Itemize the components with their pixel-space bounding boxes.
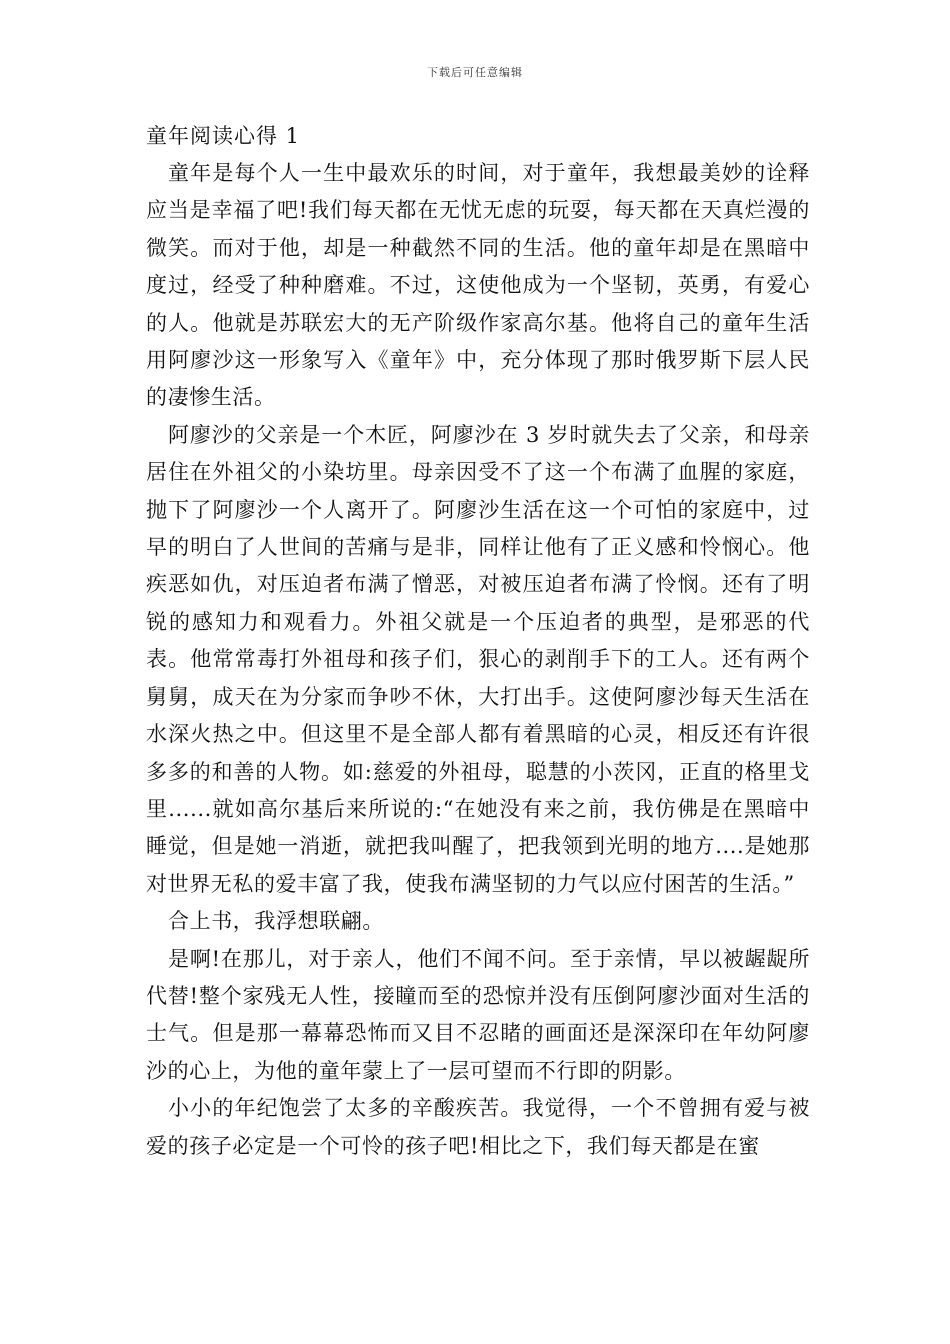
page-header-note: 下载后可任意编辑 [427,66,523,79]
paragraph-alyosha-family: 阿廖沙的父亲是一个木匠，阿廖沙在 3 岁时就失去了父亲，和母亲居住在外祖父的小染坊里。母亲因受不了这一个布满了血腥的家庭，抛下了阿廖沙一个人离开了。阿廖沙生活在这一个可怕的家庭中，过早的明白了人世间的苦痛与是非，同样让他有了正义感和怜悯心。他疾恶如仇，对压迫者布满了憎恶，对被压迫者布满了怜悯。还有了明锐的感知力和观看力。外祖父就是一个压迫者的典型，是邪恶的代表。他常常毒打外祖母和孩子们，狠心的剥削手下的工人。还有两个舅舅，成天在为分家而争吵不休，大打出手。这使阿廖沙每天生活在水深火热之中。但这里不是全部人都有着黑暗的心灵，相反还有许很多多的和善的人物。如:慈爱的外祖母，聪慧的小茨冈，正直的格里戈里......就如高尔基后来所说的:“在她没有来之前，我仿佛是在黑暗中睡觉，但是她一消逝，就把我叫醒了，把我领到光明的地方....是她那对世界无私的爱丰富了我，使我布满坚韧的力气以应付困苦的生活。” [146,422,810,896]
document-title: 童年阅读心得 1 [146,124,301,148]
paragraph-intro: 童年是每个人一生中最欢乐的时间，对于童年，我想最美妙的诠释应当是幸福了吧!我们每天都在无忧无虑的玩耍，每天都在天真烂漫的微笑。而对于他，却是一种截然不同的生活。他的童年却是在黑暗中度过，经受了种种磨难。不过，这使他成为一个坚韧，英勇，有爱心的人。他就是苏联宏大的无产阶级作家高尔基。他将自己的童年生活用阿廖沙这一形象写入《童年》中，充分体现了那时俄罗斯下层人民的凄惨生活。 [146,161,810,410]
paragraph-comparison: 小小的年纪饱尝了太多的辛酸疾苦。我觉得，一个不曾拥有爱与被爱的孩子必定是一个可怜的孩子吧!相比之下，我们每天都是在蜜 [146,1096,810,1158]
paragraph-family-cruelty: 是啊!在那儿，对于亲人，他们不闻不问。至于亲情，早以被龌龊所代替!整个家残无人性，接瞳而至的恐惊并没有压倒阿廖沙面对生活的士气。但是那一幕幕恐怖而又目不忍睹的画面还是深深印在年幼阿廖沙的心上，为他的童年蒙上了一层可望而不行即的阴影。 [146,946,810,1083]
paragraph-reflection: 合上书，我浮想联翩。 [168,909,384,934]
document-body [146,118,810,1165]
